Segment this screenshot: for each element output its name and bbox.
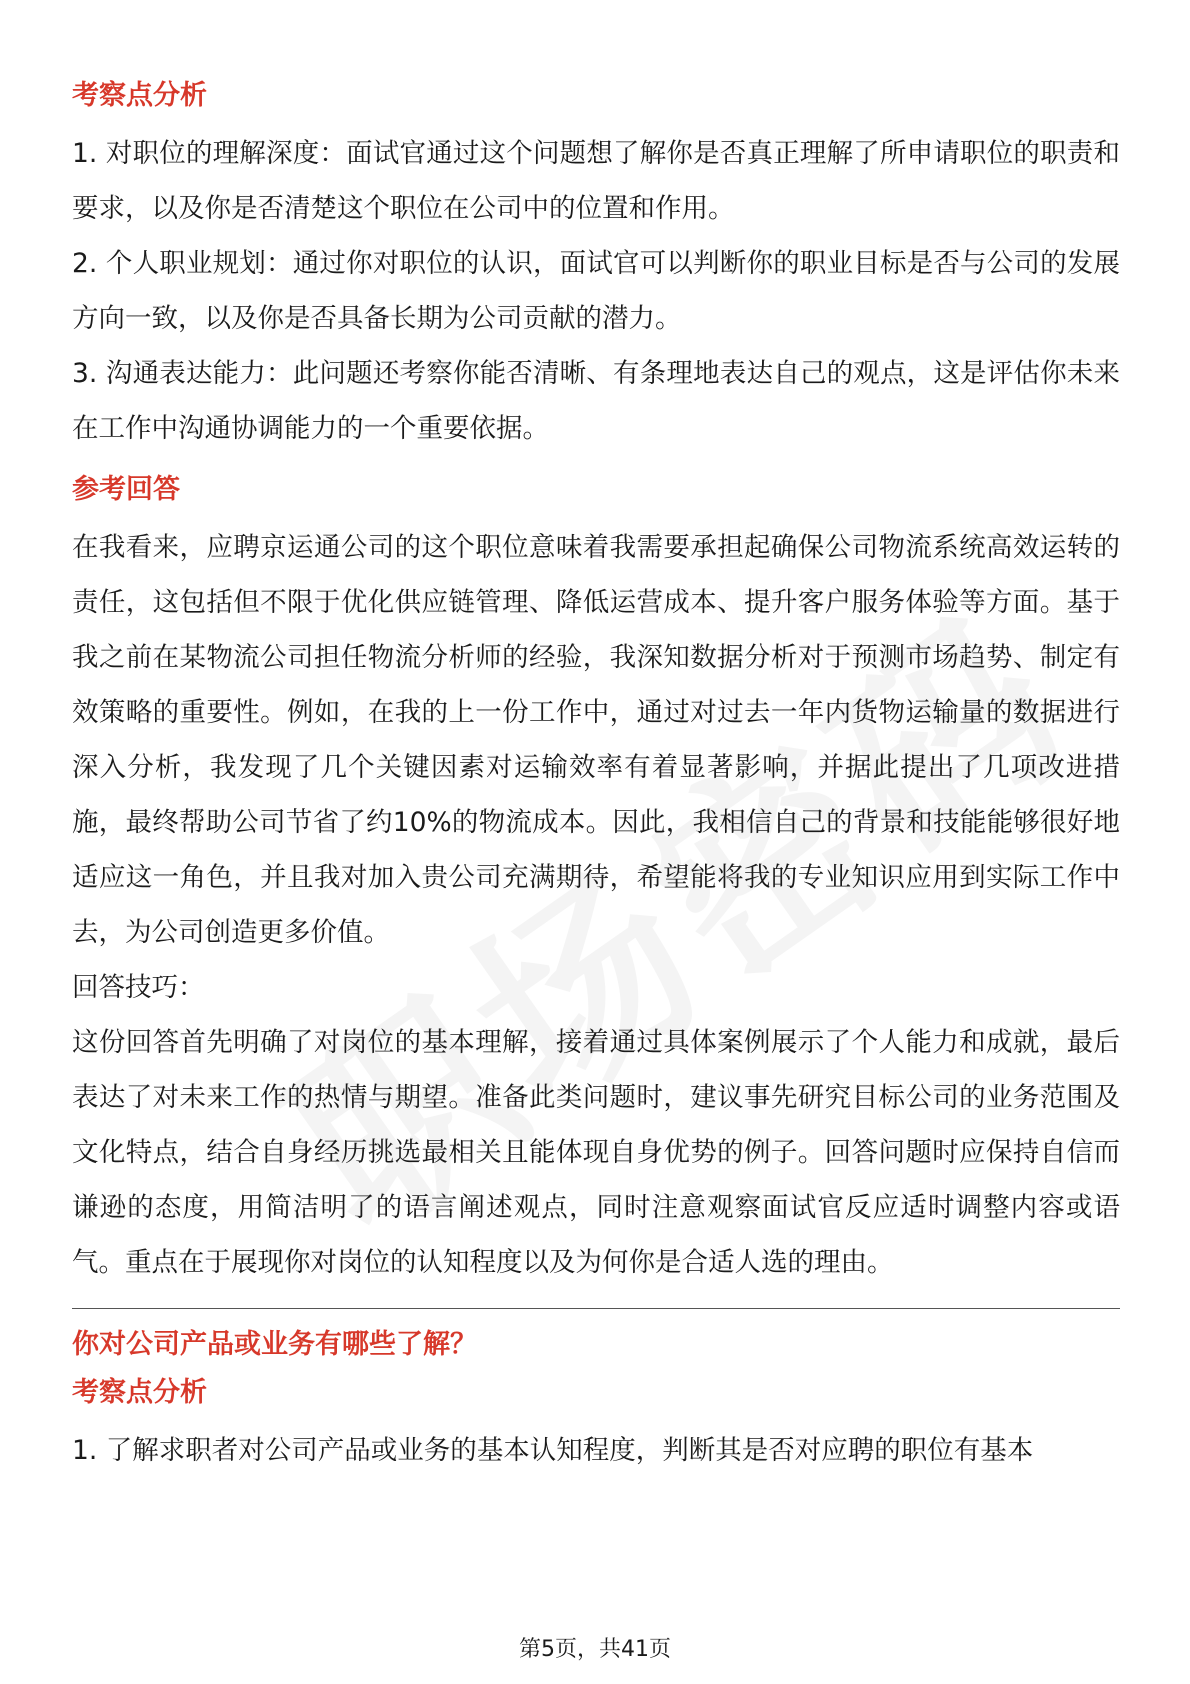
reference-answer-text: 在我看来，应聘京运通公司的这个职位意味着我需要承担起确保公司物流系统高效运转的责任，这包括但不限于优化供应链管理、降低运营成本、提升客户服务体验等方面。基于我之前在某物流公司担任物流分析师的经验，我深知数据分析对于预测市场趋势、制定有效策略的重要性。例如，在我的上一份工作中，通过对过去一年内货物运输量的数据进行深入分析，我发现了几个关键因素对运输效率有着显著影响，并据此提出了几项改进措施，最终帮助公司节省了约10%的物流成本。因此，我相信自己的背景和技能能够很好地适应这一角色，并且我对加入贵公司充满期待，希望能将我的专业知识应用到实际工作中去，为公司创造更多价值。 — [72, 532, 1120, 948]
analysis-item-2: 2. 个人职业规划：通过你对职位的认识，面试官可以判断你的职业目标是否与公司的发展方向一致，以及你是否具备长期为公司贡献的潜力。 — [72, 248, 1120, 334]
document-page — [72, 64, 1120, 1478]
section-divider — [72, 1308, 1120, 1309]
next-analysis-item-1: 1. 了解求职者对公司产品或业务的基本认知程度，判断其是否对应聘的职位有基本 — [72, 1435, 1034, 1466]
analysis-item-3: 3. 沟通表达能力：此问题还考察你能否清晰、有条理地表达自己的观点，这是评估你未来在工作中沟通协调能力的一个重要依据。 — [72, 358, 1120, 444]
next-section-title-analysis: 考察点分析 — [72, 1377, 207, 1408]
next-question-title: 你对公司产品或业务有哪些了解？ — [72, 1329, 477, 1360]
analysis-item-1: 1. 对职位的理解深度：面试官通过这个问题想了解你是否真正理解了所申请职位的职责和要求，以及你是否清楚这个职位在公司中的位置和作用。 — [72, 138, 1120, 224]
tips-label: 回答技巧： — [72, 972, 205, 1003]
section-title-reference-answer: 参考回答 — [72, 474, 180, 505]
section-title-analysis: 考察点分析 — [72, 80, 207, 111]
tips-text: 这份回答首先明确了对岗位的基本理解，接着通过具体案例展示了个人能力和成就，最后表达了对未来工作的热情与期望。准备此类问题时，建议事先研究目标公司的业务范围及文化特点，结合自身经历挑选最相关且能体现自身优势的例子。回答问题时应保持自信而谦逊的态度，用简洁明了的语言阐述观点，同时注意观察面试官反应适时调整内容或语气。重点在于展现你对岗位的认知程度以及为何你是合适人选的理由。 — [72, 1027, 1120, 1278]
page-footer: 第5页，共41页 — [519, 1637, 671, 1662]
